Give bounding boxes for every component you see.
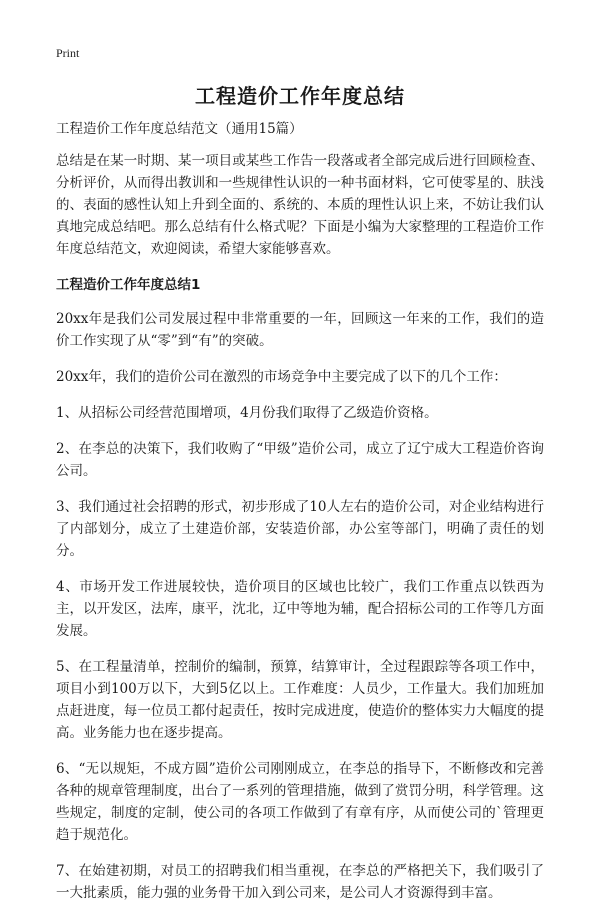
list-item-2: 2、在李总的决策下，我们收购了“甲级”造价公司，成立了辽宁成大工程造价咨询公司。 — [56, 441, 544, 479]
document-title: 工程造价工作年度总结 — [195, 84, 405, 108]
body-paragraph: 20xx年是我们公司发展过程中非常重要的一年，回顾这一年来的工作，我们的造价工作实现了从“零”到“有”的突破。 — [56, 311, 544, 349]
document-subtitle: 工程造价工作年度总结范文（通用15篇） — [56, 121, 303, 137]
list-item-3: 3、我们通过社会招聘的形式，初步形成了10人左右的造价公司，对企业结构进行了内部划分，成立了土建造价部，安装造价部，办公室等部门，明确了责任的划分。 — [56, 499, 544, 559]
list-item-5: 5、在工程量清单，控制价的编制，预算，结算审计，全过程跟踪等各项工作中，项目小到100万以下，大到5亿以上。工作难度：人员少，工作量大。我们加班加点赶进度，每一位员工都付起责任，按时完成进度，使造价的整体实力大幅度的提高。业务能力也在逐步提高。 — [56, 659, 544, 741]
section-heading: 工程造价工作年度总结1 — [56, 277, 201, 293]
list-item-1: 1、从招标公司经营范围增项，4月份我们取得了乙级造价资格。 — [56, 405, 438, 421]
list-item-7: 7、在始建初期，对员工的招聘我们相当重视，在李总的严格把关下，我们吸引了一大批素质，能力强的业务骨干加入到公司来，是公司人才资源得到丰富。 — [56, 863, 544, 901]
intro-paragraph: 总结是在某一时期、某一项目或某些工作告一段落或者全部完成后进行回顾检查、分析评价，从而得出教训和一些规律性认识的一种书面材料，它可使零星的、肤浅的、表面的感性认知上升到全面的、系统的、本质的理性认识上来，不妨让我们认真地完成总结吧。那么总结有什么格式呢？下面是小编为大家整理的工程造价工作年度总结范文，欢迎阅读，希望大家能够喜欢。 — [56, 153, 544, 257]
print-label: Print — [56, 46, 80, 60]
list-item-4: 4、市场开发工作进展较快，造价项目的区域也比较广，我们工作重点以铁西为主，以开发区，法库，康平，沈北，辽中等地为辅，配合招标公司的工作等几方面发展。 — [56, 579, 544, 639]
body-paragraph: 20xx年，我们的造价公司在激烈的市场竞争中主要完成了以下的几个工作： — [56, 369, 507, 385]
list-item-6: 6、“无以规矩，不成方圆”造价公司刚刚成立，在李总的指导下，不断修改和完善各种的规章管理制度，出台了一系列的管理措施，做到了赏罚分明，科学管理。这些规定，制度的定制，使公司的各项工作做到了有章有序，从而使公司的`管理更趋于规范化。 — [56, 761, 544, 843]
document-body — [56, 118, 544, 916]
